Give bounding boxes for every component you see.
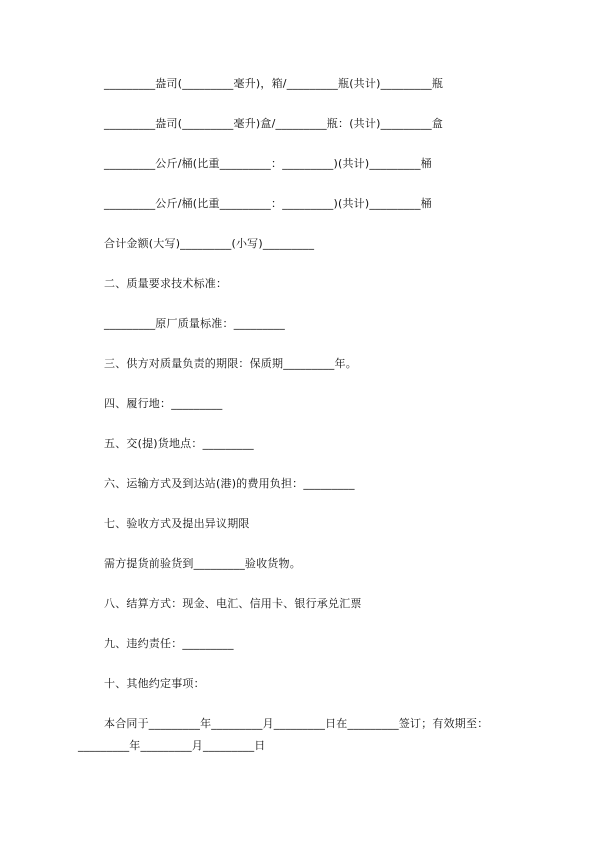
item-kg-barrel-line-1: _________公斤/桶(比重_________：_________)(共计)_________桶 xyxy=(104,157,432,170)
item-ounce-box-line: _________盎司(_________毫升)，箱/_________瓶(共计)_________瓶 xyxy=(104,77,444,90)
signing-date-line: 本合同于_________年_________月_________日在_________签订；有效期至： xyxy=(104,717,489,730)
section-2-heading: 二、质量要求技术标准： xyxy=(104,277,228,290)
section-3-heading: 三、供方对质量负责的期限：保质期_________年。 xyxy=(104,357,357,370)
section-10-heading: 十、其他约定事项： xyxy=(104,677,205,690)
section-6-heading: 六、运输方式及到达站(港)的费用负担：_________ xyxy=(104,477,355,490)
section-7-heading: 七、验收方式及提出异议期限 xyxy=(104,517,250,530)
total-amount-line: 合计金额(大写)_________(小写)_________ xyxy=(104,237,315,250)
section-5-heading: 五、交(提)货地点：_________ xyxy=(104,437,254,450)
quality-standard-line: _________原厂质量标准：_________ xyxy=(104,317,285,330)
section-8-heading: 八、结算方式：现金、电汇、信用卡、银行承兑汇票 xyxy=(104,597,362,610)
validity-date-line: _________年_________月_________日 xyxy=(78,739,266,752)
section-9-heading: 九、违约责任：_________ xyxy=(104,637,234,650)
item-ounce-case-line: _________盎司(_________毫升)盒/_________瓶：(共计)_________盒 xyxy=(104,117,444,130)
inspection-line: 需方提货前验货到_________验收货物。 xyxy=(104,557,301,570)
section-4-heading: 四、履行地：_________ xyxy=(104,397,223,410)
item-kg-barrel-line-2: _________公斤/桶(比重_________：_________)(共计)_________桶 xyxy=(104,197,432,210)
